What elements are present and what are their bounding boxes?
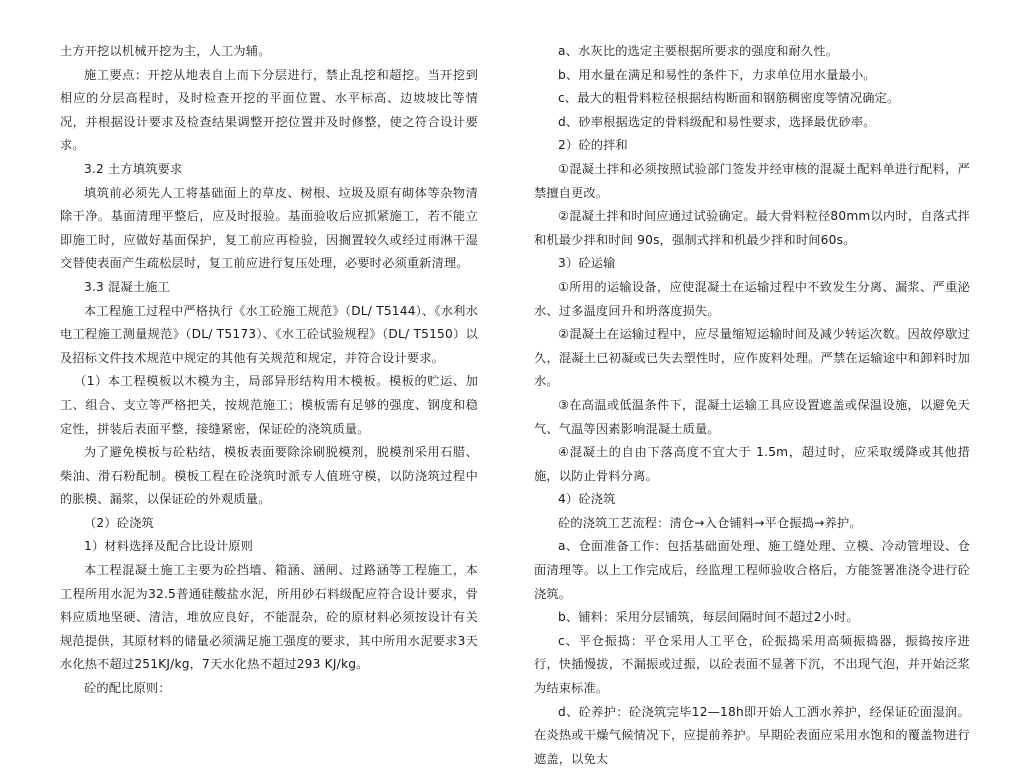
list-item: d、砂率根据选定的骨料级配和易性要求，选择最优砂率。 <box>558 114 876 129</box>
section-heading: 4）砼浇筑 <box>558 492 616 507</box>
paragraph: ②混凝土拌和时间应通过试验确定。最大骨料粒径80mm以内时，自落式拌和机最少拌和时间 90s，强制式拌和机最少拌和时间60s。 <box>534 209 970 247</box>
paragraph: ①所用的运输设备，应使混凝土在运输过程中不致发生分离、漏浆、严重泌水、过多温度回升和坍落度损失。 <box>534 279 970 318</box>
section-heading: （2）砼浇筑 <box>84 515 154 530</box>
section-heading: 3.3 混凝土施工 <box>84 279 170 294</box>
list-item: c、平仓振捣：平仓采用人工平仓，砼振捣采用高频振捣器，振捣按序进行，快插慢拔，不漏振或过振，以砼表面不显著下沉，不出现气泡，并开始泛浆为结束标准。 <box>534 633 970 696</box>
paragraph: ③在高温或低温条件下，混凝土运输工具应设置遮盖或保温设施，以避免天气、气温等因素影响混凝土质量。 <box>534 397 970 436</box>
list-item: b、用水量在满足和易性的条件下，力求单位用水量最小。 <box>558 67 876 82</box>
paragraph: 施工要点：开挖从地表自上而下分层进行，禁止乱挖和超挖。当开挖到相应的分层高程时，及时检查开挖的平面位置、水平标高、边坡坡比等情况，并根据设计要求及检查结果调整开挖位置并及时修整，使之符合设计要求。 <box>60 67 478 153</box>
section-heading: 2）砼的拌和 <box>558 138 628 153</box>
paragraph: ①混凝土拌和必须按照试验部门签发并经审核的混凝土配料单进行配料，严禁擅自更改。 <box>534 161 970 200</box>
section-heading: 1）材料选择及配合比设计原则 <box>84 539 253 554</box>
list-item: a、水灰比的选定主要根据所要求的强度和耐久性。 <box>558 44 839 58</box>
paragraph: ④混凝土的自由下落高度不宜大于 1.5m，超过时，应采取缓降或其他措施，以防止骨料分离。 <box>534 445 970 483</box>
list-item: d、砼养护：砼浇筑完毕12—18h即开始人工洒水养护，经保证砼面湿润。在炎热或干燥气候情况下，应提前养护。早期砼表面应采用水饱和的覆盖物进行遮盖，以免太 <box>534 704 970 766</box>
paragraph: 土方开挖以机械开挖为主，人工为辅。 <box>60 44 271 58</box>
paragraph: ②混凝土在运输过程中，应尽量缩短运输时间及减少转运次数。因故停歇过久，混凝土已初凝或已失去塑性时，应作废料处理。严禁在运输途中和卸料时加水。 <box>534 327 970 389</box>
paragraph: 本工程施工过程中严格执行《水工砼施工规范》（DL/ T5144）、《水利水电工程施工测量规范》（DL/ T5173）、《水工砼试验规程》（DL/ T5150）以及招标文件技术规范中规定的其他有关规范和规定，并符合设计要求。 <box>60 303 478 365</box>
paragraph: 砼的浇筑工艺流程：清仓→入仓铺料→平仓振捣→养护。 <box>558 515 862 530</box>
section-heading: 3）砼运输 <box>558 256 616 271</box>
right-column <box>534 40 970 766</box>
paragraph: （1）本工程模板以木模为主，局部异形结构用木模板。模板的贮运、加工、组合、支立等严格把关，按规范施工；模板需有足够的强度、钢度和稳定性，拼装后表面平整，接缝紧密，保证砼的浇筑质量。 <box>60 374 478 436</box>
list-item: b、铺料：采用分层铺筑，每层间隔时间不超过2小时。 <box>558 610 859 625</box>
list-item: a、仓面准备工作：包括基础面处理、施工缝处理、立模、冷动管埋设、仓面清理等。以上工作完成后，经监理工程师验收合格后，方能签署准浇令进行砼浇筑。 <box>534 539 970 601</box>
left-column <box>60 40 478 724</box>
paragraph: 填筑前必须先人工将基础面上的草皮、树根、垃圾及原有砌体等杂物清除干净。基面清理平整后，应及时报验。基面验收后应抓紧施工，若不能立即施工时，应做好基面保护，复工前应再检验，因搁置较久或经过雨淋干湿交替使表面产生疏松层时，复工前应进行复压处理，必要时必须重新清理。 <box>60 185 478 271</box>
paragraph: 砼的配比原则： <box>84 681 171 696</box>
section-heading: 3.2 土方填筑要求 <box>84 161 183 176</box>
list-item: c、最大的粗骨料粒径根据结构断面和钢筋稠密度等情况确定。 <box>558 91 900 106</box>
paragraph: 本工程混凝土施工主要为砼挡墙、箱涵、涵闸、过路涵等工程施工，本工程所用水泥为32.5普通硅酸盐水泥，所用砂石料级配应符合设计要求，骨料应质地坚硬、清洁，堆放应良好，不能混杂，砼的原材料必须按设计有关规范提供，其原材料的储量必须满足施工强度的要求，其中所用水泥要求3天水化热不超过251KJ/kg，7天水化热不超过293 KJ/kg。 <box>60 563 478 672</box>
paragraph: 为了避免模板与砼粘结，模板表面要除涂刷脱模剂，脱模剂采用石腊、柴油、滑石粉配制。模板工程在砼浇筑时派专人值班守模，以防浇筑过程中的胀模、漏浆，以保证砼的外观质量。 <box>60 445 478 507</box>
